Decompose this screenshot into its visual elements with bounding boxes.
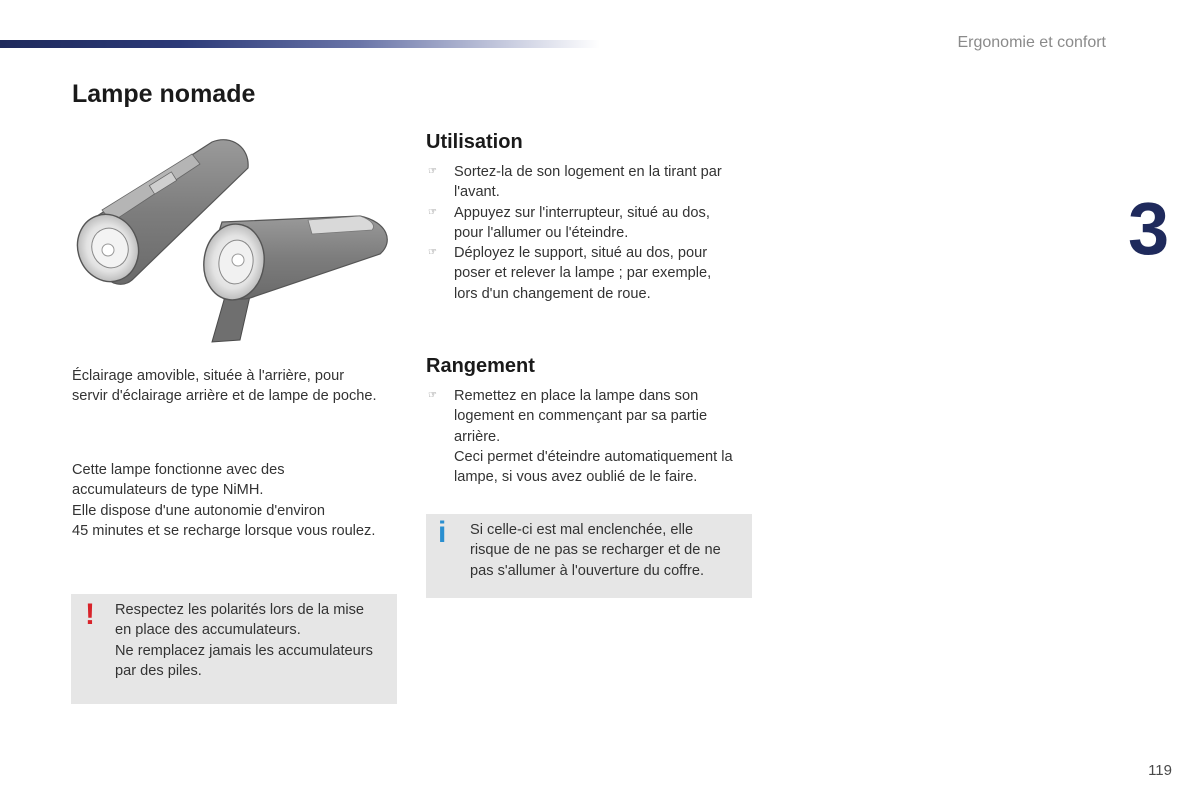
rangement-list xyxy=(426,386,756,487)
utilisation-heading: Utilisation xyxy=(426,131,523,153)
list-item: ☞ Remettez en place la lampe dans son logement en commençant par sa partie arrière. Ceci permet d'éteindre automatiquement la lampe, si vous avez oublié de le faire. xyxy=(428,388,733,486)
illustration-caption: Éclairage amovible, située à l'arrière, pour servir d'éclairage arrière et de lampe de poche. xyxy=(72,368,377,405)
list-item: ☞ Sortez-la de son logement en la tirant par l'avant. xyxy=(428,164,722,201)
list-item: ☞ Déployez le support, situé au dos, pour poser et relever la lampe ; par exemple, lors d'un changement de roue. xyxy=(428,245,712,302)
info-text: Si celle-ci est mal enclenchée, elle risque de ne pas se recharger et de ne pas s'allumer à l'ouverture du coffre. xyxy=(470,522,721,579)
rangement-heading: Rangement xyxy=(426,355,535,377)
lamp-open-icon xyxy=(199,216,387,342)
section-title: Ergonomie et confort xyxy=(957,34,1106,51)
warning-exclamation-icon: ! xyxy=(85,598,95,631)
info-icon: i xyxy=(438,516,447,549)
pointing-hand-icon: ☞ xyxy=(428,166,437,177)
list-item: ☞ Appuyez sur l'interrupteur, situé au dos, pour l'allumer ou l'éteindre. xyxy=(428,204,710,241)
header-gradient-bar xyxy=(0,40,600,48)
pointing-hand-icon: ☞ xyxy=(428,390,437,401)
lamp-illustration xyxy=(72,130,398,348)
page-title: Lampe nomade xyxy=(72,80,256,108)
pointing-hand-icon: ☞ xyxy=(428,247,437,259)
page-number: 119 xyxy=(1148,762,1172,779)
info-box xyxy=(426,514,752,598)
pointing-hand-icon: ☞ xyxy=(428,206,437,218)
warning-text: Respectez les polarités lors de la mise en place des accumulateurs. Ne remplacez jamais les accumulateurs par des piles. xyxy=(115,602,373,679)
chapter-number: 3 xyxy=(1128,187,1170,270)
warning-box xyxy=(71,594,397,704)
battery-description: Cette lampe fonctionne avec des accumulateurs de type NiMH. Elle dispose d'une autonomie d'environ 45 minutes et se recharge lorsque vous roulez. xyxy=(72,462,376,539)
utilisation-list xyxy=(426,162,756,304)
